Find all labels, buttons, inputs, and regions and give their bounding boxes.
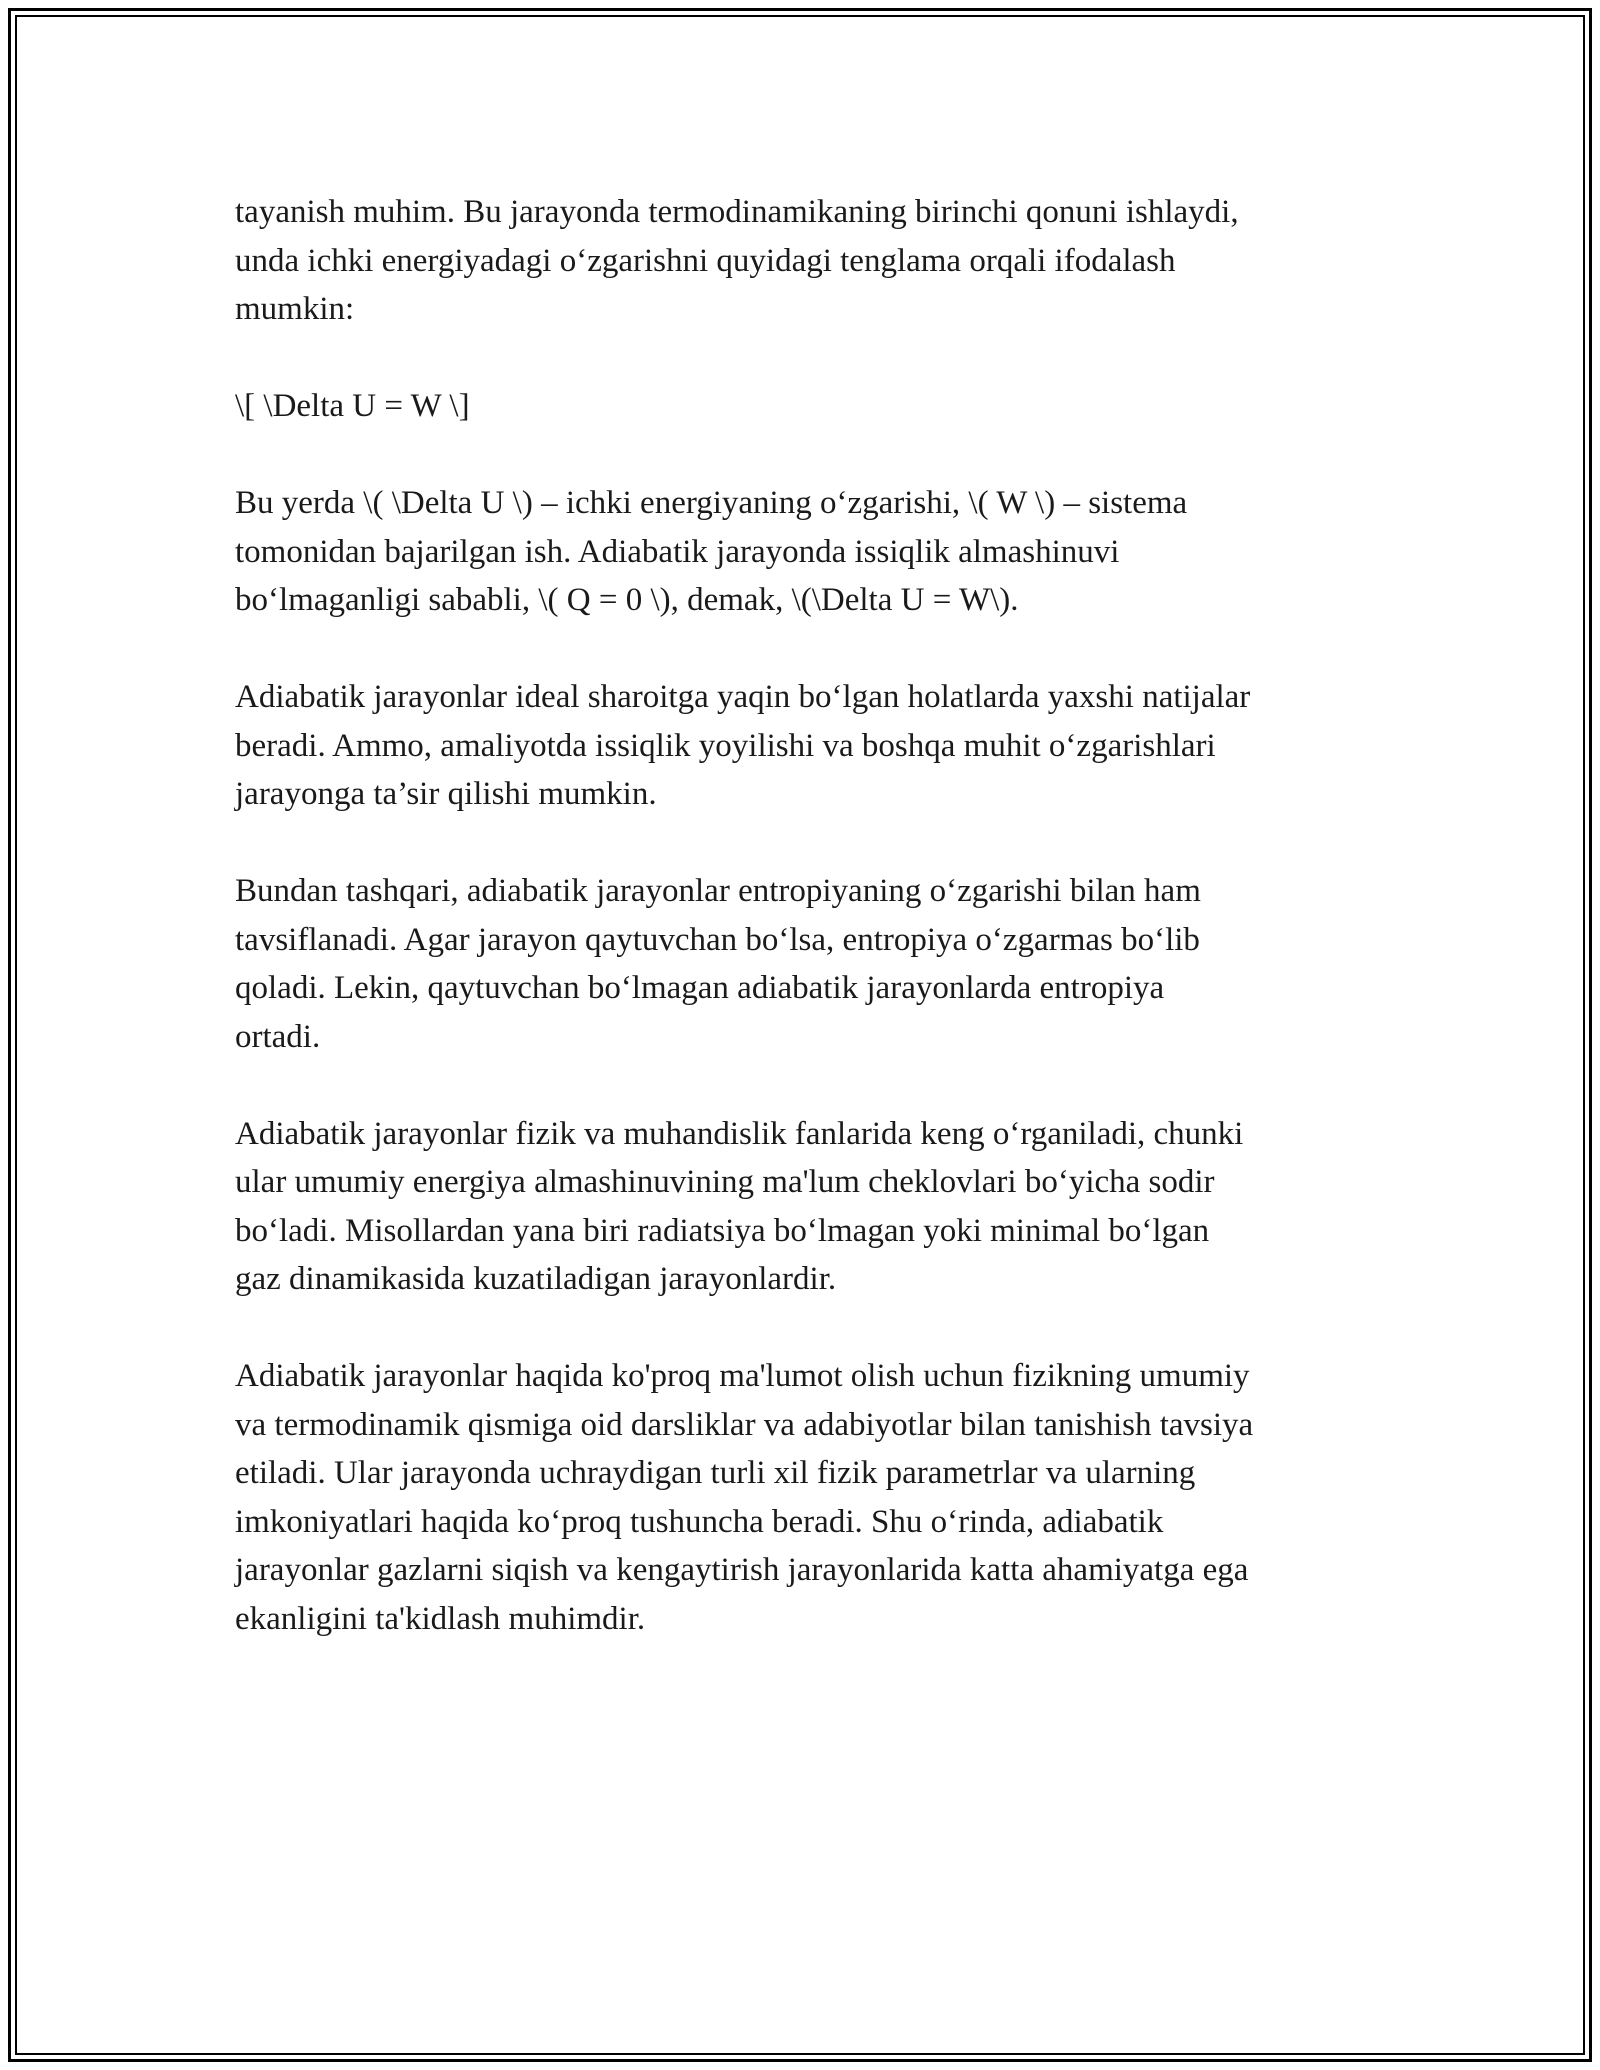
paragraph-entropy: Bundan tashqari, adiabatik jarayonlar entropiyaning o‘zgarishi bilan ham tavsiflanadi. Agar jarayon qaytuvchan bo‘lsa, entropiya o‘zgarmas bo‘lib qoladi. Lekin, qaytuvchan bo‘lmagan adiabatik jarayonlarda entropiya ortadi. [235,873,1201,1055]
paragraph-further-reading: Adiabatik jarayonlar haqida ko'proq ma'lumot olish uchun fizikning umumiy va termodinamik qismiga oid darsliklar va adabiyotlar bilan tanishish tavsiya etiladi. Ular jarayonda uchraydigan turli xil fizik parametrlar va ularning imkoniyatlari haqida ko‘proq tushuncha beradi. Shu o‘rinda, adiabatik jarayonlar gazlarni siqish va kengaytirish jarayonlarida katta ahamiyatga ega ekanligini ta'kidlash muhimdir. [235,1358,1254,1637]
paragraph-applications: Adiabatik jarayonlar fizik va muhandislik fanlarida keng o‘rganiladi, chunki ular umumiy energiya almashinuvining ma'lum cheklovlari bo‘yicha sodir bo‘ladi. Misollardan yana biri radiatsiya bo‘lmagan yoki minimal bo‘lgan gaz dinamikasida kuzatiladigan jarayonlardir. [235,1115,1244,1297]
equation-delta-u: \[ \Delta U = W \] [235,388,470,424]
paragraph-ideal-conditions: Adiabatik jarayonlar ideal sharoitga yaqin bo‘lgan holatlarda yaxshi natijalar beradi. Ammo, amaliyotda issiqlik yoyilishi va boshqa muhit o‘zgarishlari jarayonga ta’sir qilishi mumkin. [235,679,1251,812]
document-body [235,188,1385,1692]
paragraph-definitions: Bu yerda \( \Delta U \) – ichki energiyaning o‘zgarishi, \( W \) – sistema tomonidan bajarilgan ish. Adiabatik jarayonda issiqlik almashinuvi bo‘lmaganligi sababli, \( Q = 0 \), demak, \(\Delta U = W\). [235,485,1188,618]
paragraph-intro: tayanish muhim. Bu jarayonda termodinamikaning birinchi qonuni ishlaydi, unda ichki energiyadagi o‘zgarishni quyidagi tenglama orqali ifodalash mumkin: [235,194,1239,327]
